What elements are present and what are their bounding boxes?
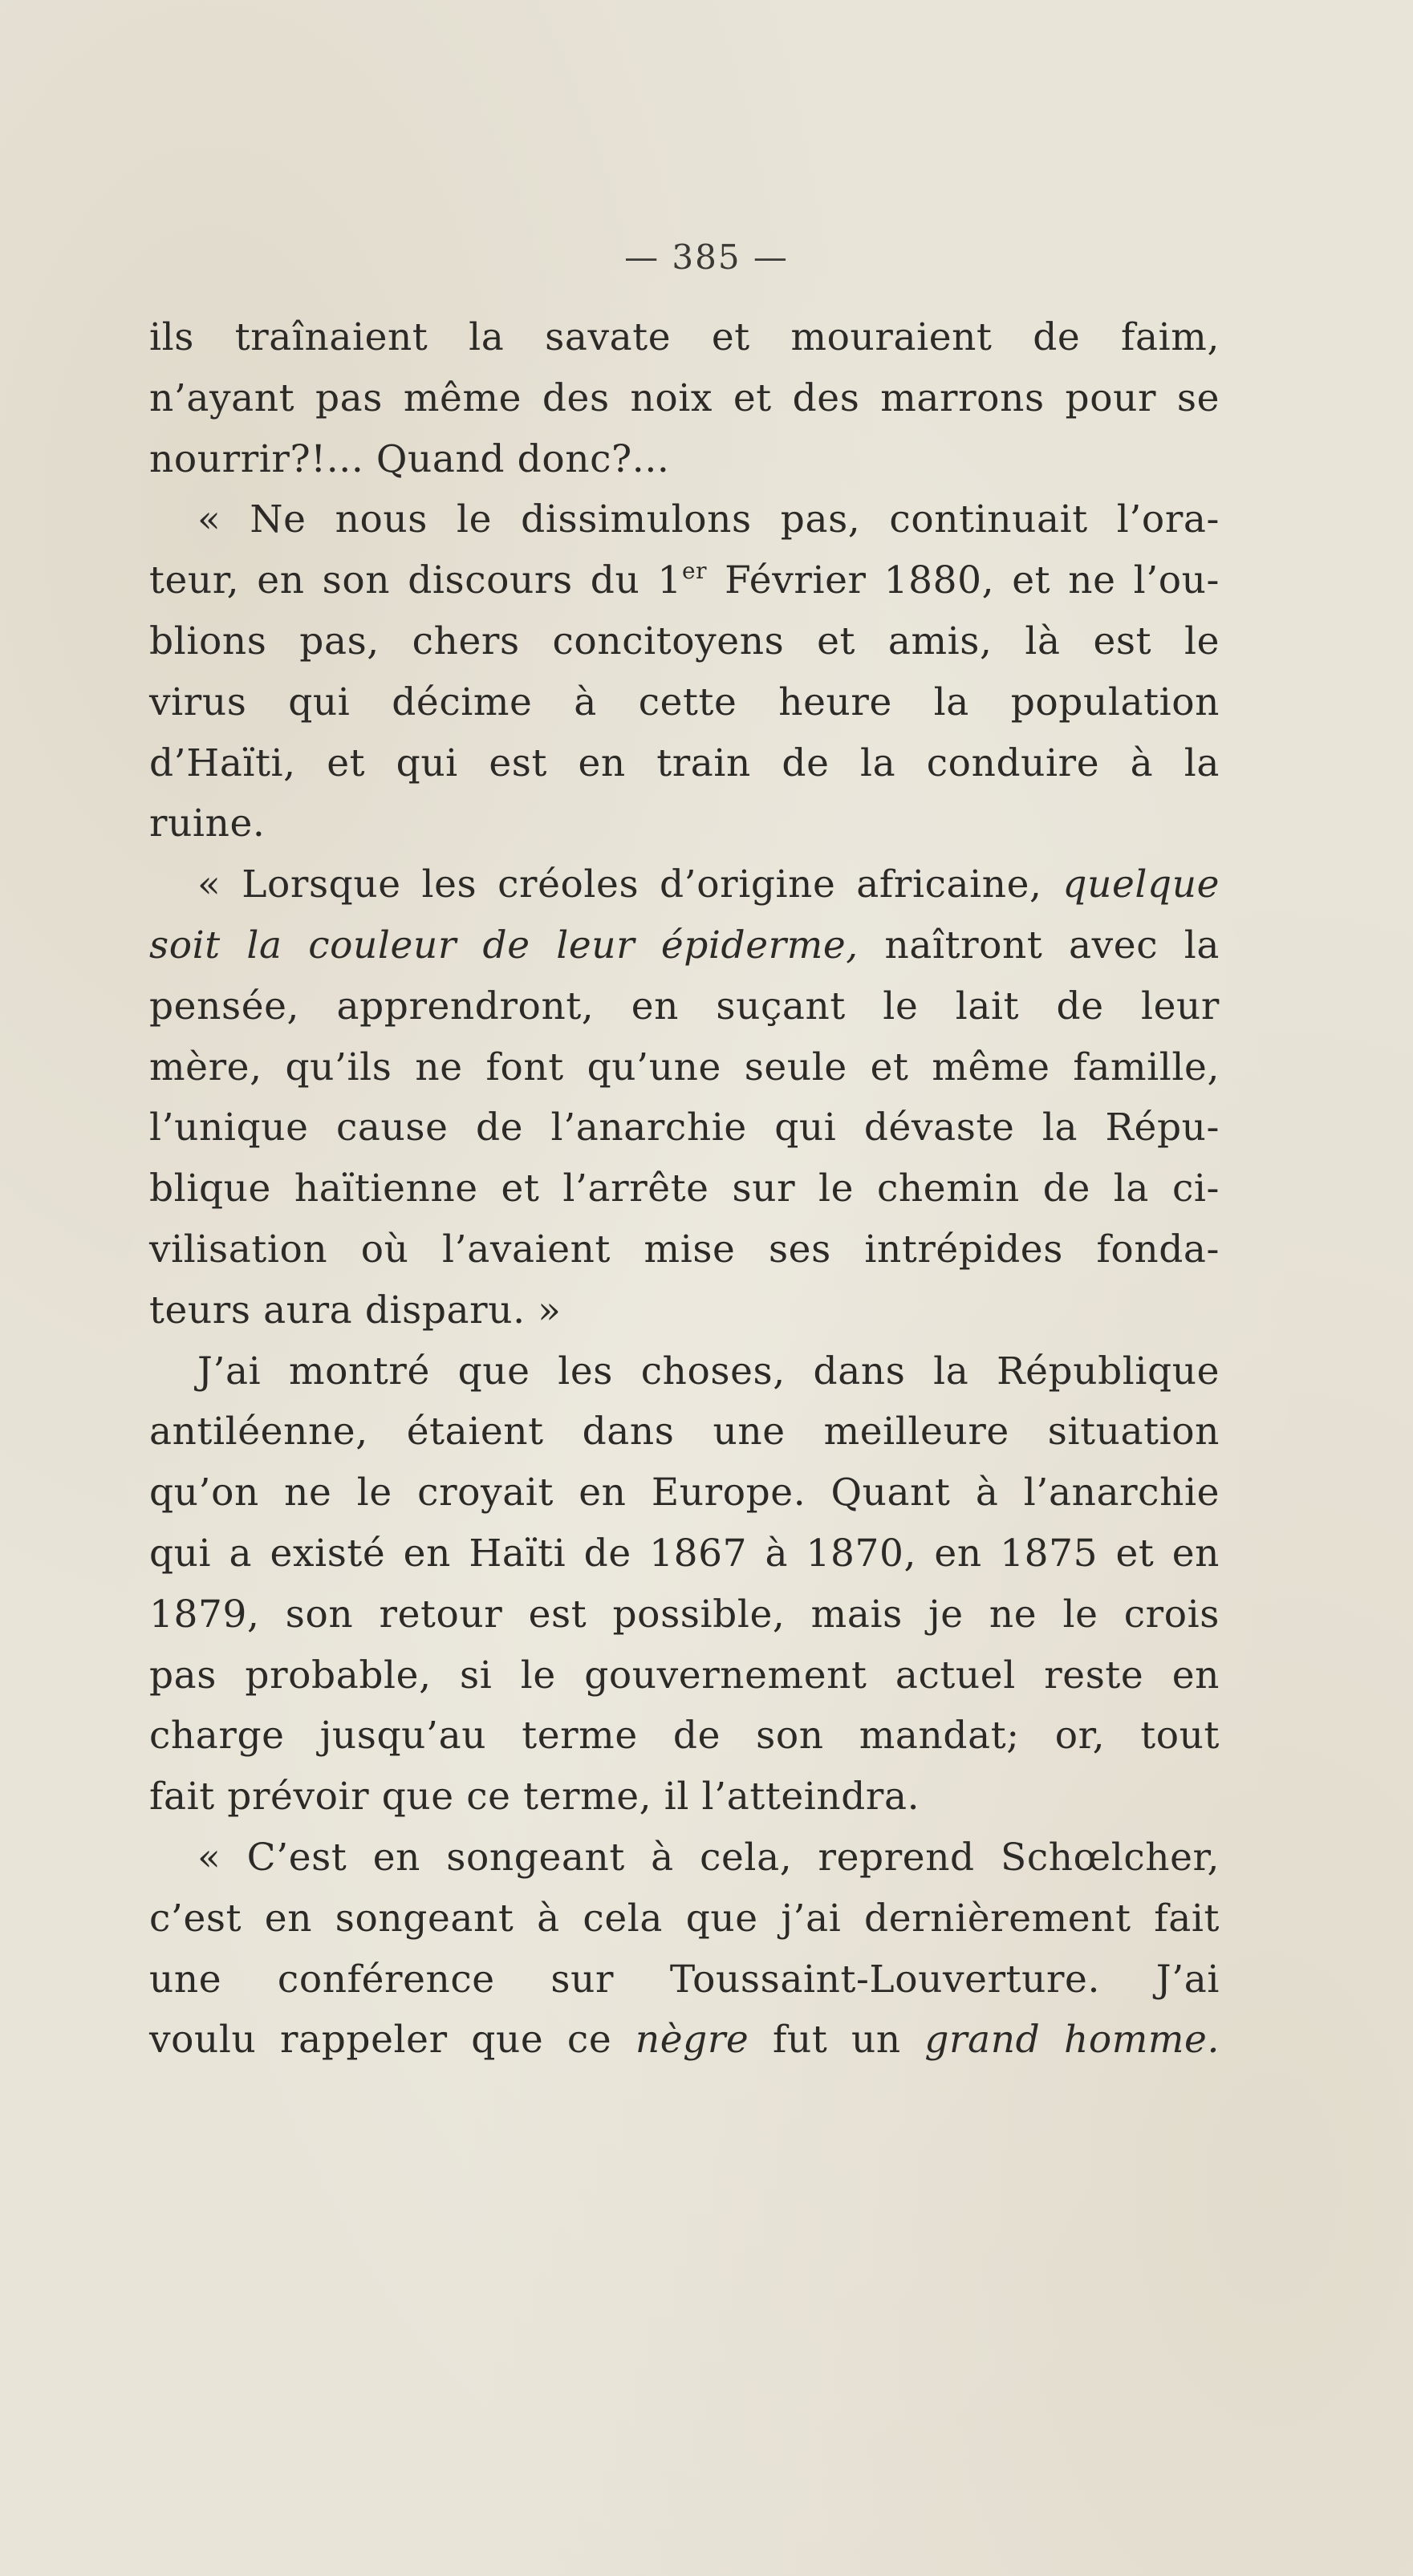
text-line: soit la couleur de leur épiderme, naîtront avec la <box>149 923 1220 968</box>
text-line: blions pas, chers concitoyens et amis, là est le <box>149 619 1220 663</box>
text-line: vilisation où l’avaient mise ses intrépides fonda- <box>149 1227 1220 1272</box>
text-line: « Ne nous le dissimulons pas, continuait l’ora- <box>197 497 1220 542</box>
text-line: virus qui décime à cette heure la population <box>149 679 1220 724</box>
text-line: nourrir?!... Quand donc?... <box>149 436 670 481</box>
body-text <box>149 307 1220 2071</box>
text-line: qui a existé en Haïti de 1867 à 1870, en 1875 et en <box>149 1531 1220 1576</box>
text-line: J’ai montré que les choses, dans la République <box>197 1349 1220 1393</box>
text-line: pensée, apprendront, en suçant le lait de leur <box>149 984 1220 1028</box>
text-line: n’ayant pas même des noix et des marrons pour se <box>149 375 1220 420</box>
text-line: ils traînaient la savate et mouraient de faim, <box>149 315 1220 359</box>
text-line: blique haïtienne et l’arrête sur le chemin de la ci- <box>149 1166 1220 1211</box>
text-line: qu’on ne le croyait en Europe. Quant à l’anarchie <box>149 1471 1220 1515</box>
text-line: voulu rappeler que ce nègre fut un grand homme. <box>149 2018 1220 2063</box>
text-line: « Lorsque les créoles d’origine africaine, quelque <box>197 862 1220 907</box>
text-line: 1879, son retour est possible, mais je ne le crois <box>149 1592 1220 1637</box>
text-line: l’unique cause de l’anarchie qui dévaste la Répu- <box>149 1105 1220 1150</box>
text-line: une conférence sur Toussaint-Louverture. J’ai <box>149 1957 1220 2002</box>
text-line: d’Haïti, et qui est en train de la conduire à la <box>149 740 1220 785</box>
text-line: antiléenne, étaient dans une meilleure situation <box>149 1410 1220 1454</box>
text-line: « C’est en songeant à cela, reprend Schœlcher, <box>197 1835 1220 1880</box>
text-line: pas probable, si le gouvernement actuel reste en <box>149 1653 1220 1698</box>
page-number: — 385 — <box>624 237 789 277</box>
text-line: teurs aura disparu. » <box>149 1288 562 1333</box>
text-line: fait prévoir que ce terme, il l’atteindra. <box>149 1775 920 1819</box>
text-line: c’est en songeant à cela que j’ai dernièrement fait <box>149 1896 1220 1941</box>
text-line: mère, qu’ils ne font qu’une seule et même famille, <box>149 1045 1220 1089</box>
text-line: charge jusqu’au terme de son mandat; or, tout <box>149 1714 1220 1759</box>
text-line: teur, en son discours du 1er Février 1880, et ne l’ou- <box>149 558 1220 603</box>
text-line: ruine. <box>149 801 266 846</box>
